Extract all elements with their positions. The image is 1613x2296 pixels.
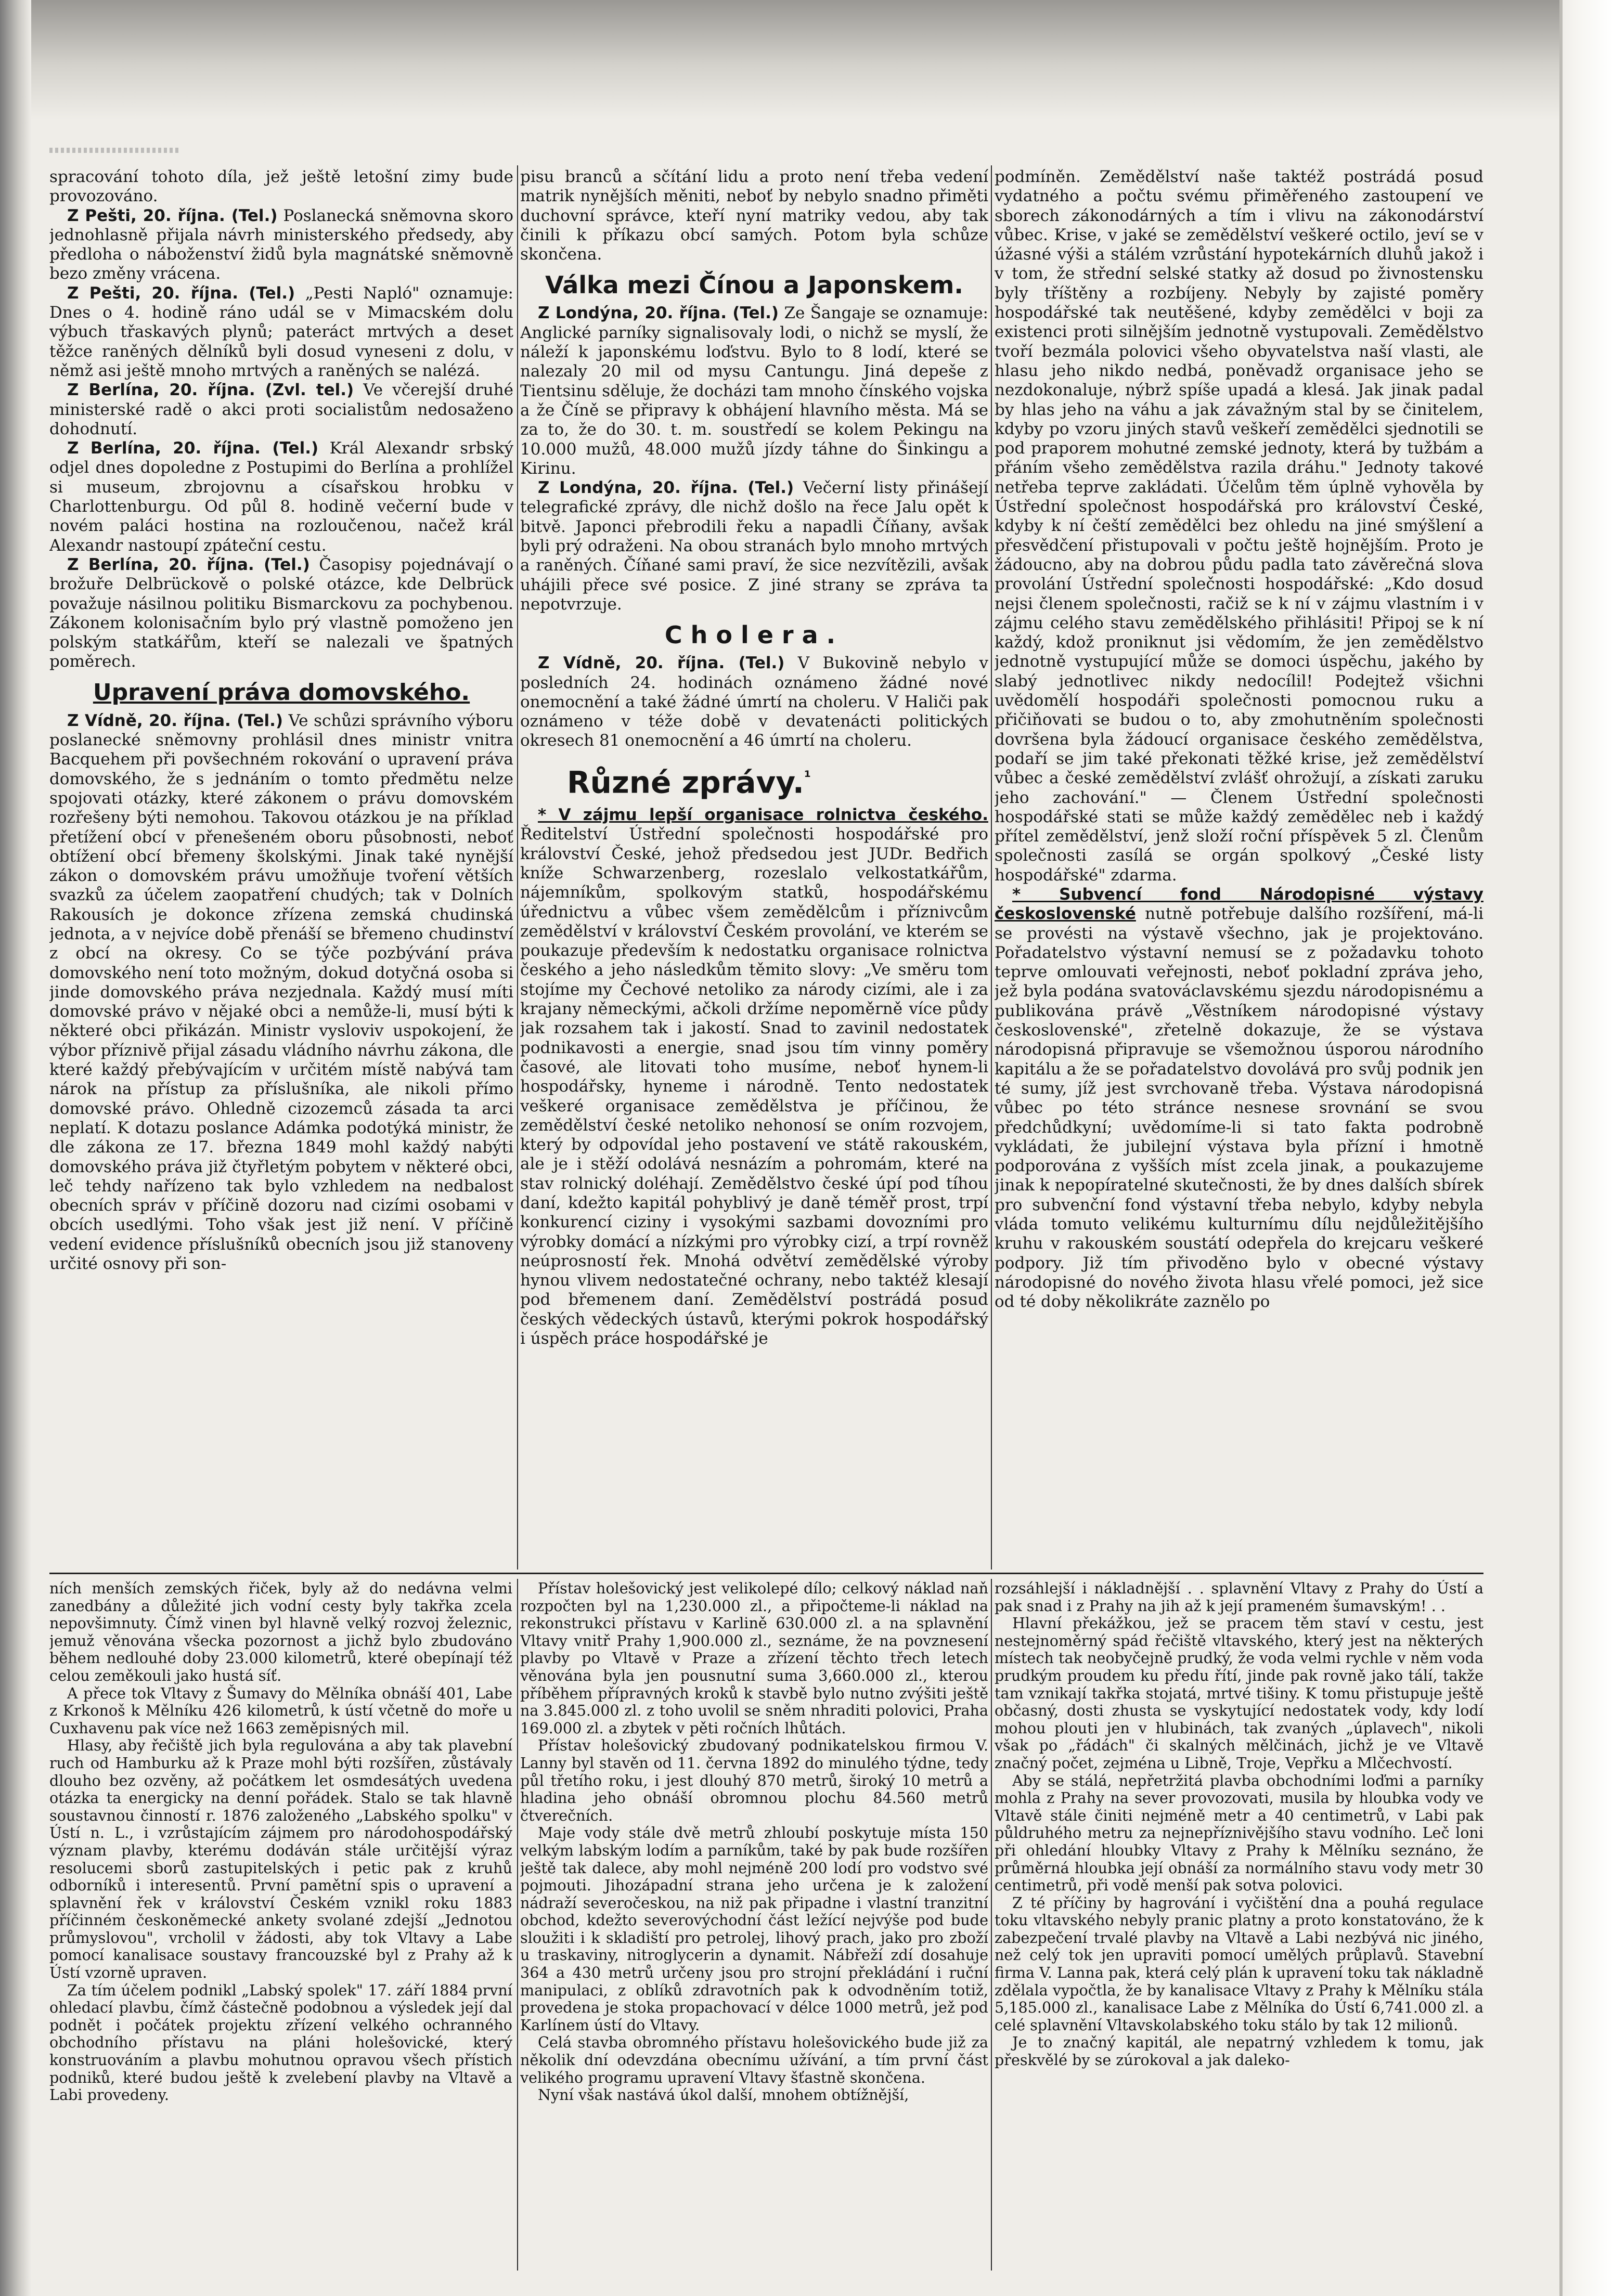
news-item [520, 478, 988, 614]
news-text: Časopisy pojednávají o brožuře Delbrückově o polské otázce, kde Delbrück považuje násilnou politiku Bismarckovu za pochybenou. Zákonem kolonisačním bylo prý vlastně pomoženo jen polským statkářům, kteří se nalezali ve špatných poměrech. [49, 555, 513, 671]
news-item [520, 806, 988, 1348]
dateline: * Subvencí fond Národopisné výstavy československé [995, 885, 1483, 924]
paragraph: Přístav holešovický jest velikolepé dílo; celkový náklad naň rozpočten byl na 1,230.000 zl., a připočteme-li náklad na rekonstrukci přístavu v Karlině 630.000 zl. a na splavnění Vltavy vnitř Prahy 1,900.000 zl., seznáme, že na povznesení plavby po Vltavě v Praze a zřízení těchto třech letech věnována byla jen pousnutní suma 3,660.000 zl., kterou příběhem přípravných kroků k stavbě bylo nutno zvýšiti ještě na 3.845.000 zl. z toho uvolil se sněm nhraditi polovici, Praha 169.000 zl. a zbytek v pěti ročních lhůtách. [520, 1580, 988, 1737]
page-edge [1559, 0, 1563, 2296]
news-item [49, 555, 513, 672]
paragraph: Z té příčiny by hagrování i vyčištění dna a pouhá regulace toku vltavského nebyly pranic platny a proto konstatováno, že k zabezpečení trvalé plavby na Vltavě a Labi nezbývá nic jiného, než celý tok jen upraviti pomocí umělých průplavů. Stavební firma V. Lanna pak, která celý plán k upravení toku tak nákladně zdělala vypočtla, že by kanalisace Vltavy z Prahy k Mělníku stála 5,185.000 zl., kanalisace Labe z Mělníka do Ústí 6,741.000 zl. a celé splavnění Vltavskolabského toku stálo by tak 12 milionů. [995, 1893, 1483, 2034]
news-text: Večerní listy přinášejí telegrafické zprávy, dle nichž došlo na řece Jalu opět k bitvě. Japonci přebrodili řeku a napadli Číňany, avšak byli prý odraženi. Na obou stranách bylo mnoho mrtvých a raněných. Číňané sami praví, že sice nezvítězili, avšak uhájili přece své posice. Z jiné strany se zpráva ta nepotvrzuje. [520, 478, 988, 614]
news-text: Poslanecká sněmovna skoro jednohlasně přijala návrh ministerského předsedy, aby předloha o náboženství židů byla magnátské sněmovně bezo změny vrácena. [49, 206, 513, 283]
news-text: „Pesti Napló" oznamuje: Dnes o 4. hodině ráno udál se v Mimacském dolu výbuch třaskavých plynů; pateráct mrtvých a deset těžce raněných dělníků byli dosud vyneseni z dolu, v němž asi ještě mnoho mrtvých a raněných se nalézá. [49, 283, 513, 380]
paragraph: A přece tok Vltavy z Šumavy do Mělníka obnáší 401, Labe z Krkonoš k Mělníku 426 kilometrů, k ústí včetně do moře u Cuxhavenu pak více než 1663 zeměpisných mil. [49, 1684, 512, 1737]
dateline: Z Pešti, 20. října. (Tel.) [67, 283, 295, 303]
paragraph: Přístav holešovický zbudovaný podnikatelskou firmou V. Lanny byl stavěn od 11. června 1892 do minulého týdne, tedy půl třetího roku, i jest dlouhý 870 metrů, široký 10 metrů a hladina jeho obnáší obromnou plochu 84.560 metrů čtverečních. [520, 1736, 988, 1824]
paragraph: Nyní však nastává úkol další, mnohem obtížnější, [538, 2086, 909, 2104]
paragraph: pisu branců a sčítání lidu a proto není třeba vedení matrik nynějších měniti, neboť by nebylo snadno přiměti duchovní správce, kteří nyní matriky vedou, aby tak činili k příkazu obcí samých. Potom byla schůze skončena. [520, 167, 988, 264]
news-text: Ve schůzi správního výboru poslanecké sněmovny prohlásil dnes ministr vnitra Bacquehem při povšechném rokování o upravení práva domovského, že s jednáním o tomto předmětu nelze spojovati otázky, které zákonem o právu domovském rozřešeny býti nemohou. Takovou otázkou je na příklad přetížení obcí v přenešeném oboru působnosti, neboť obtížení obcí břemeny školskými. Jinak také nynější zákon o domovském právu umožňuje tvoření větších svazků za účelem zaopatření chudých; tak v Dolních Rakousích je dokonce zřízena zemská chudinská jednota, a v nejvíce době přenáší se břemeno chudinství z obcí na okresy. Co se týče pozbývání práva domovského není toto možným, dokud dotyčná osoba si jinde domovského práva nezjednala. Každý musí míti domovské právo v nějaké obci a nemůže-li, musí býti k některé obci přikázán. Ministr vysloviv uspokojení, že výbor příznivě přijal zásadu vládního návrhu zákona, dle které každý přebývajícím v určitém místě nabývá tam nárok na přístup za příslušníka, ale nikoli přímo domovské právo. Ohledně cizozemců zásada ta arci neplatí. K dotazu poslance Adámka podotýká ministr, že dle zákona ze 17. března 1849 mohl každý nabýti domovského práva již čtyřletým pobytem v některé obci, leč tehdy nařízeno tak bylo vzhledem na nedbalost obecních správ v příčině dozoru nad cizími osobami v obcích usedlými. Toho však jest již není. V příčině vedení evidence příslušníků obecních jsou již stanoveny určité osnovy při son- [49, 711, 513, 1274]
feuilleton-column-3 [995, 1580, 1483, 2266]
dateline: Z Pešti, 20. října. (Tel.) [67, 206, 278, 225]
paragraph: ních menších zemských řiček, byly až do nedávna velmi zanedbány a důležité jich vodní cesty byly takřka zcela nepovšimnuty. Čímž vinen byl hlavně velký rozvoj železnic, jemuž věnována všecka pozornost a jichž bylo zbudováno během nedlouhé doby 23.000 kilometrů, které obepínají též celou zeměkouli jako hustá síť. [49, 1580, 512, 1684]
dateline: Z Vídně, 20. října. (Tel.) [67, 711, 283, 730]
dateline: Z Berlína, 20. října. (Zvl. tel.) [67, 381, 354, 400]
dateline: Z Londýna, 20. října. (Tel.) [538, 478, 794, 498]
news-item [49, 711, 513, 1274]
news-text: V Bukovině nebylo v posledních 24. hodinách oznámeno žádné nové onemocnění a také žádné úmrtí na choleru. V Haliči pak oznámeno v téže době v devatenácti politických okresech 81 onemocnění a 46 úmrtí na choleru. [520, 654, 988, 750]
paragraph: Celá stavba obromného přístavu holešovického bude již za několik dní odevzdána obecnímu užívání, a tím první část velikého programu upravení Vltavy šťastně skončena. [520, 2033, 988, 2086]
paragraph: podmíněn. Zemědělství naše taktéž postrádá posud vydatného a počtu svému přiměřeného zastoupení ve sborech zákonodárných a tím i vlivu na zákonodárství vůbec. Krise, v jaké se zemědělství veškeré octilo, jeví se v úžasné výši a stálém vzrůstání hypotekárních dluhů jakož i v tom, že střední selské statky až dosud po živnostensku byly tříštěny a rozbíjeny. Nebyly by zajisté poměry hospodářské tak neutěšené, kdyby zemědělci v boji za existenci proti silnějším jednotně vystupovali. Zemědělstvo tvoří bezmála polovici všeho obyvatelstva naší vlasti, ale hlasu jeho nikdo nedbá, poněvadž organisace jeho se nezdokonaluje, nýbrž spíše upadá a klesá. Jak jinak padal by hlas jeho na váhu a jak závažným stal by se činitelem, kdyby po vzoru jiných stavů veškeří zemědělci sjednotili se pod praporem mohutné zemské jednoty, která by tužbám a přáním všeho zemědělstva razila dráhu." Jednoty takové netřeba teprve zakládati. Účelům těm úplně vyhověla by Ústřední společnost hospodářská pro království České, kdyby k ní čeští zemědělci bez ohledu na jiné smýšlení a přesvědčení přistupovali v počtu ještě hojnějším. Proto je žádoucno, aby na dobrou půdu padla tato závěrečná slova provolání Ústřední společnosti hospodářské: „Kdo dosud nejsi členem společnosti, račiž se k ní v zájmu vlastním i v zájmu celého stavu zemědělského přihlásiti! Připoj se k ní každý, kdož proniknut jsi vědomím, že jen zemědělstvo jednotně vystupující může se domoci úspěchu, jakého by slabý jednotlivec nikdy nedocílil! Podejtež všichni uvědomělí hospodáři společnosti pomocnou ruku a přičiňovati se budou o to, aby zmohutněním společnosti dovršena byla žádoucí organisace českého zemědělstva, podaří se jim také překonati těžké krise, jež zemědělství vůbec a české zemědělství zvlášť ohrožují, a získati zaruku jeho zachování." — Členem Ústřední společnosti hospodářské stati se může každý zemědělec neb i každý přítel zemědělství, jenž složí roční příspěvek 5 zl. Členům společnosti zasílá se orgán spolkový „České listy hospodářské" zdarma. [995, 167, 1483, 885]
dateline: Z Vídně, 20. října. (Tel.) [538, 654, 785, 673]
paragraph: Hlasy, aby řečiště jich byla regulována a aby tak plavební ruch od Hamburku až k Praze mohl býti rozšířen, zůstávaly dlouho bez ozvěny, až počátkem let osmdesátých uvedena otázka ta energicky na denní pořádek. Stalo se tak hlavně soustavnou činností r. 1876 založeného „Labského spolku" v Ústí n. L., i vzrůstajícím zájmem pro národohospodářský význam plavby, kterému dodáván stále určitější výraz resolucemi sborů zastupitelských i petic pak z kruhů odborníků i interesentů. První pamětní spis o upravení a splavnění řek v království Českém vznikl roku 1883 příčinném českoněmecké ankety svolané zdejší „Jednotou průmyslovou", vrcholil v žádosti, aby tok Vltavy a Labe pomocí kanalisace soustavy francouzské byl z Prahy až k Ústí vzorně upraven. [49, 1736, 512, 1982]
paragraph: Aby se stálá, nepřetržitá plavba obchodními loďmi a parníky mohla z Prahy na sever provozovati, musila by hloubka vody ve Vltavě stále činiti nejméně metr a 40 centimetrů, v Labi pak půldruhého metru za nejnepříznivějšího stavu vodního. Leč loni při ohledání hloubky Vltavy z Prahy k Mělníku seznáno, že průměrná hloubka její obnáší za normálního stavu vody metr 30 centimetrů, při vodě menší pak sotva polovici. [995, 1771, 1483, 1895]
news-item [995, 885, 1483, 1312]
paragraph: Maje vody stále dvě metrů zhloubí poskytuje místa 150 velkým labským lodím a parníkům, také by pak bude rozšířen ještě tak dalece, aby mohl nejméně 200 lodí pro vodstvo své pojmouti. Jihozápadní strana jeho určena je k založení nádraží severočeskou, na niž pak připadne i vlastní tranzitní obchod, kdežto severovýchodní část ležící nejvýše pod bude sloužiti i k skladiští pro petrolej, lihový prach, jako pro zboží u traskaviny, nitroglycerin a dynamit. Nábřeží zdí dosahuje 364 a 430 metrů určeny jsou pro strojní překládání i ruční manipulaci, z oblíků zdravotních pak k odvodněním totiž, provedena je stoka propachovací v délce 1000 metrů, jež pod Karlínem ústí do Vltavy. [520, 1824, 988, 2034]
scan-shadow-left [0, 0, 31, 2296]
paragraph: Hlavní překážkou, jež se pracem těm staví v cestu, jest nestejnoměrný spád řečiště vltavského, který jest na některých místech tak neobyčejně prudký, že voda velmi rychle v něm voda prudkým proudem ku předu řítí, jinde pak rovně jako tálí, takže tam vznikají takřka stojatá, mrtvé tišiny. K tomu přistupuje ještě občasný, dosti zhusta se vyskytující nedostatek vody, kdy lodí mohou plouti jen v hlubinách, tak zvaných „úplavech", nikoli však po „řádách" či skalných mělčinách, jichž je ve Vltavě značný počet, zejména u Libně, Troje, Vepřku a Mlčechvostí. [995, 1614, 1483, 1772]
paragraph: Je to značný kapitál, ale nepatrný vzhledem k tomu, jak přeskvělé by se zúrokoval a jak daleko- [995, 2033, 1483, 2069]
section-divider [49, 1573, 1483, 1574]
column-1 [49, 167, 513, 1572]
column-rule [991, 165, 992, 1569]
feuilleton-column-1 [49, 1580, 512, 2266]
paragraph: Za tím účelem podnikl „Labský spolek" 17. září 1884 první ohledací plavbu, čímž částečně podobnou a výsledek její dal podnět i počátek projektu zřízení velkého ochranného obchodního přístavu na pláni holešovické, který konstruováním a plavbu mohutnou opravou všech přístich podniků, které budou ještě k zvelebení plavby na Vltavě a Labi provedeny. [49, 1981, 512, 2104]
dateline: Z Londýna, 20. října. (Tel.) [538, 304, 779, 323]
dateline: Z Berlína, 20. října. (Tel.) [67, 439, 319, 458]
paragraph: rozsáhlejší i nákladnější . . splavnění Vltavy z Prahy do Ústí a pak snad i z Prahy na jih až k její prameném šumavským! . . [995, 1580, 1483, 1615]
column-2 [520, 167, 988, 1572]
news-text: nutně potřebuje dalšího rozšíření, má-li se provésti na výstavě všechno, jak je projektováno. Pořadatelstvo výstavní nemusí se z požadavku tohoto teprve omlouvati veřejnosti, neboť pokladní zpráva jeho, jež byla podána svatováclavskému sjezdu národopisnému a publikována právě „Věstníkem národopisné výstavy československé", zřetelně dokazuje, že se výstava národopisná připravuje se všemožnou úsporou národního kapitálu a že se pořadatelstvo dovolává pro svůj podnik jen té sumy, jíž jest svrchovaně třeba. Výstava národopisná vůbec po této stránce nesnese srovnání se svou předchůdkyní; uvědomíme-li si tato fakta podrobně vykládati, že jubilejní výstava byla přízní i hmotně podporována z vyšších míst zcela jinak, a poukazujeme jinak k nepopíratelné skutečnosti, že by dnes dalších sbírek pro subvenční fond výstavní třeba nebylo, kdyby nebyla vláda tomuto velikému kulturnímu dílu nejdůležitějšího kruhu v rakouském soustátí odepřela do krejcaru veškeré podpory. Již tím přivoděno bylo v obecné výstavy národopisné do nového života hlasu vřelé pomoci, jež sice od té doby několikráte zaznělo po [995, 904, 1483, 1312]
news-item [49, 381, 513, 439]
column-3 [995, 167, 1483, 1572]
scan-shadow-top [0, 0, 1613, 120]
paragraph: spracování tohoto díla, jež ještě letošní zimy bude provozováno. [49, 167, 513, 206]
news-text: Ředitelství Ústřední společnosti hospodářské pro království České, jehož předsedou jest JUDr. Bedřich kníže Schwarzenberg, rozeslalo velkostatkářům, nájemníkům, spolkovým statků, hospodářskému úřednictvu a vůbec všem zemědělcům i příznivcům zemědělství v království Českém provolání, ve kterém se poukazuje především k nedostatku organisace rolnictva českého a jeho následkům těmito slovy: „Ve směru tom stojíme my Čechové netoliko za národy cizími, ale i za krajany německými, ačkoli držíme nepoměrně více půdy jak rozsahem tak i jakostí. Snad to zavinil nedostatek podnikavosti a energie, snad jsou tím vinny poměry časové, ale litovati toho musíme, neboť hynem-li hospodářsky, hyneme i národně. Tento nedostatek veškeré organisace zemědělstva je příčinou, že zemědělství české netoliko nehonosí se oním rozvojem, který by odpovídal jeho postavení ve státě rakouském, ale je i stěží odolává nesnázím a pohromám, které na stav rolnický doléhají. Zemědělstvo české úpí pod tíhou daní, kdežto kapitál pohyblivý je daně téměř prost, trpí konkurencí ciziny i vysokými sazbami dovozními pro výrobky domácí a nízkými pro výrobky cizí, a trpí rovněž neúprosností řek. Mnohá odvětví zemědělské výroby hynou vlivem nedostatečné ochrany, nebo taktéž klesají pod břemenem daní. Zemědělství postrádá posud českých vědeckých ústavů, kterými pokrok hospodářský i úspěch práce hospodářské je [520, 825, 988, 1348]
section-heading-text: Různé zprávy. [567, 764, 804, 800]
section-heading: Upravení práva domovského. [93, 679, 470, 706]
news-item [520, 304, 988, 478]
news-item [49, 439, 513, 555]
column-rule [517, 165, 518, 1569]
section-heading [520, 760, 988, 799]
news-item [49, 206, 513, 284]
news-item [49, 284, 513, 381]
section-heading: Válka mezi Čínou a Japonskem. [545, 271, 963, 300]
dateline: Z Berlína, 20. října. (Tel.) [67, 555, 310, 574]
scan-shadow-right [1561, 0, 1613, 2296]
section-heading: Cholera. [664, 621, 844, 650]
news-item [520, 654, 988, 750]
dateline: * V zájmu lepší organisace rolnictva českého. [538, 806, 988, 825]
news-text: Ze Šangaje se oznamuje: Anglické parníky signalisovaly lodi, o nichž se myslí, že náleží k japonskému loďstvu. Bylo to 8 lodí, které se nalezaly 20 mil od mysu Cantungu. Jiná depeše z Tientsinu sděluje, že docházi tam mnoho čínského vojska a že Číně se připravy k obhájení hlavního města. Má se za to, že do 30. t. m. soustředí se kolem Pekingu na 10.000 mužů, 48.000 mužů jízdy táhne do Šinkingu a Kirinu. [520, 304, 988, 478]
column-rule [517, 1579, 518, 2271]
footnote-marker: ¹ [804, 768, 811, 786]
news-text: Ve včerejší druhé ministerské radě o akci proti socialistům nedosaženo dohodnutí. [49, 381, 513, 438]
cropped-header-fragment [49, 148, 179, 153]
news-text: Král Alexandr srbský odjel dnes dopoledne z Postupimi do Berlína a prohlížel si museum, zbrojovnu a císařskou hrobku v Charlottenburgu. Od půl 8. hodině večerní bude v novém paláci hostina na rozloučenou, načež král Alexandr nastoupí zpáteční cestu. [49, 439, 513, 555]
column-rule [991, 1579, 992, 2271]
feuilleton-column-2 [520, 1580, 988, 2266]
